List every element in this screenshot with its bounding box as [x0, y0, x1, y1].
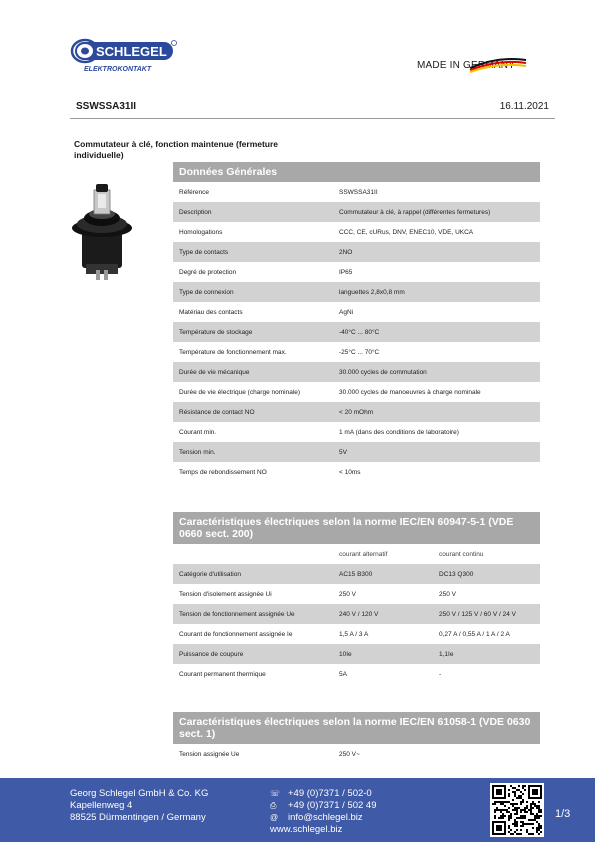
iec61058-heading: Caractéristiques électriques selon la norme IEC/EN 61058-1 (VDE 0630 sect. 1) [173, 712, 540, 744]
company-city: 88525 Dürmentingen / Germany [70, 812, 206, 823]
table-row [173, 624, 540, 644]
general-data-table [173, 182, 540, 482]
iec61058-table [173, 744, 540, 764]
row-label: Courant permanent thermique [179, 670, 266, 678]
row-label: Tension d'isolement assignée Ui [179, 590, 272, 598]
row-value: 250 V~ [339, 750, 360, 758]
table-row [173, 664, 540, 684]
row-value-ac: 250 V [339, 590, 356, 598]
iec60947-table [173, 564, 540, 684]
table-row [173, 302, 540, 322]
table-row [173, 644, 540, 664]
table-row [173, 262, 540, 282]
row-label: Matériau des contacts [179, 308, 243, 316]
table-row [173, 182, 540, 202]
row-value: 30.000 cycles de commutation [339, 368, 427, 376]
row-value: CCC, CE, cURus, DNV, ENEC10, VDE, UKCA [339, 228, 474, 236]
row-value-ac: 10Ie [339, 650, 352, 658]
table-row [173, 564, 540, 584]
column-dc-header: courant continu [439, 550, 484, 558]
page-number: 1/3 [555, 808, 571, 820]
row-label: Catégorie d'utilisation [179, 570, 241, 578]
table-row [173, 604, 540, 624]
document-id: SSWSSA31II [76, 101, 137, 112]
email-icon: @ [270, 813, 279, 822]
table-row [173, 402, 540, 422]
row-value-dc: 1,1Ie [439, 650, 454, 658]
table-row [173, 382, 540, 402]
row-value: 5V [339, 448, 347, 456]
column-ac-header: courant alternatif [339, 550, 388, 558]
row-label: Degré de protection [179, 268, 237, 276]
fax-icon: ⎙ [270, 801, 277, 810]
row-value: 1 mA (dans des conditions de laboratoire) [339, 428, 459, 436]
table-row [173, 342, 540, 362]
table-row [173, 242, 540, 262]
table-row [173, 744, 540, 764]
made-in-germany-label: MADE IN GERMANY [417, 60, 516, 71]
website-link[interactable]: www.schlegel.biz [270, 824, 343, 835]
logo-subtitle: ELEKTROKONTAKT [84, 66, 152, 73]
table-row [173, 422, 540, 442]
table-row [173, 222, 540, 242]
row-label: Temps de rebondissement NO [179, 468, 267, 476]
row-label: Durée de vie électrique (charge nominale) [179, 388, 301, 396]
general-data-heading: Données Générales [173, 162, 540, 182]
row-value: -40°C ... 80°C [339, 328, 380, 336]
table-row [173, 442, 540, 462]
schlegel-logo [70, 38, 180, 74]
email-link[interactable]: info@schlegel.biz [288, 812, 363, 823]
general-data-section [173, 162, 540, 482]
row-label: Tension assignée Ue [179, 750, 240, 758]
iec60947-column-headers [173, 544, 540, 564]
row-value-dc: 250 V / 125 V / 60 V / 24 V [439, 610, 516, 618]
table-row [173, 462, 540, 482]
company-name: Georg Schlegel GmbH & Co. KG [70, 788, 209, 799]
table-row [173, 584, 540, 604]
row-label: Température de stockage [179, 328, 253, 336]
row-value-ac: 1,5 A / 3 A [339, 630, 369, 638]
qr-code [490, 783, 544, 837]
row-value: 30.000 cycles de manoeuvres à charge nominale [339, 388, 481, 396]
row-label: Durée de vie mécanique [179, 368, 250, 376]
row-value-ac: 240 V / 120 V [339, 610, 379, 618]
row-label: Type de contacts [179, 248, 229, 256]
row-value-dc: DC13 Q300 [439, 570, 474, 578]
row-value: Commutateur à clé, à rappel (différentes fermetures) [339, 208, 491, 216]
row-label: Résistance de contact NO [179, 408, 255, 416]
row-label: Tension min. [179, 448, 216, 456]
row-value: < 10ms [339, 468, 361, 476]
row-value-dc: 250 V [439, 590, 456, 598]
row-label: Tension de fonctionnement assignée Ue [179, 610, 295, 618]
row-label: Puissance de coupure [179, 650, 244, 658]
row-value: 2NO [339, 248, 353, 256]
row-label: Type de connexion [179, 288, 234, 296]
phone-number[interactable]: +49 (0)7371 / 502-0 [288, 788, 372, 799]
german-flag-icon [468, 56, 528, 74]
row-label: Température de fonctionnement max. [179, 348, 287, 356]
row-value-ac: AC15 B300 [339, 570, 373, 578]
company-contact [270, 788, 376, 836]
row-value-dc: 0,27 A / 0,55 A / 1 A / 2 A [439, 630, 510, 638]
row-value: SSWSSA31II [339, 188, 378, 196]
table-row [173, 282, 540, 302]
iec61058-section [173, 712, 540, 764]
row-value-dc: - [439, 670, 442, 678]
logo-text: SCHLEGEL [96, 44, 167, 59]
iec60947-heading: Caractéristiques électriques selon la norme IEC/EN 60947-5-1 (VDE 0660 sect. 200) [173, 512, 540, 544]
company-address [70, 788, 208, 824]
phone-icon: ☏ [270, 789, 281, 798]
row-value: IP65 [339, 268, 353, 276]
row-value: < 20 mOhm [339, 408, 374, 416]
row-label: Référence [179, 188, 209, 196]
row-value: AgNi [339, 308, 354, 316]
row-value-ac: 5A [339, 670, 347, 678]
key-switch-image [60, 178, 144, 282]
row-label: Courant min. [179, 428, 217, 436]
header-divider [70, 118, 555, 119]
fax-number: +49 (0)7371 / 502 49 [288, 800, 377, 811]
row-value: -25°C ... 70°C [339, 348, 380, 356]
table-row [173, 202, 540, 222]
document-date: 16.11.2021 [499, 101, 549, 112]
table-row [173, 362, 540, 382]
row-label: Courant de fonctionnement assignée Ie [179, 630, 293, 638]
product-title: Commutateur à clé, fonction maintenue (fermeture individuelle) [74, 139, 279, 160]
company-street: Kapellenweg 4 [70, 800, 133, 811]
row-label: Description [179, 208, 212, 216]
footer [0, 778, 595, 842]
table-row [173, 322, 540, 342]
row-value: languettes 2,8x0,8 mm [339, 288, 405, 296]
iec60947-section [173, 512, 540, 684]
row-label: Homologations [179, 228, 223, 236]
